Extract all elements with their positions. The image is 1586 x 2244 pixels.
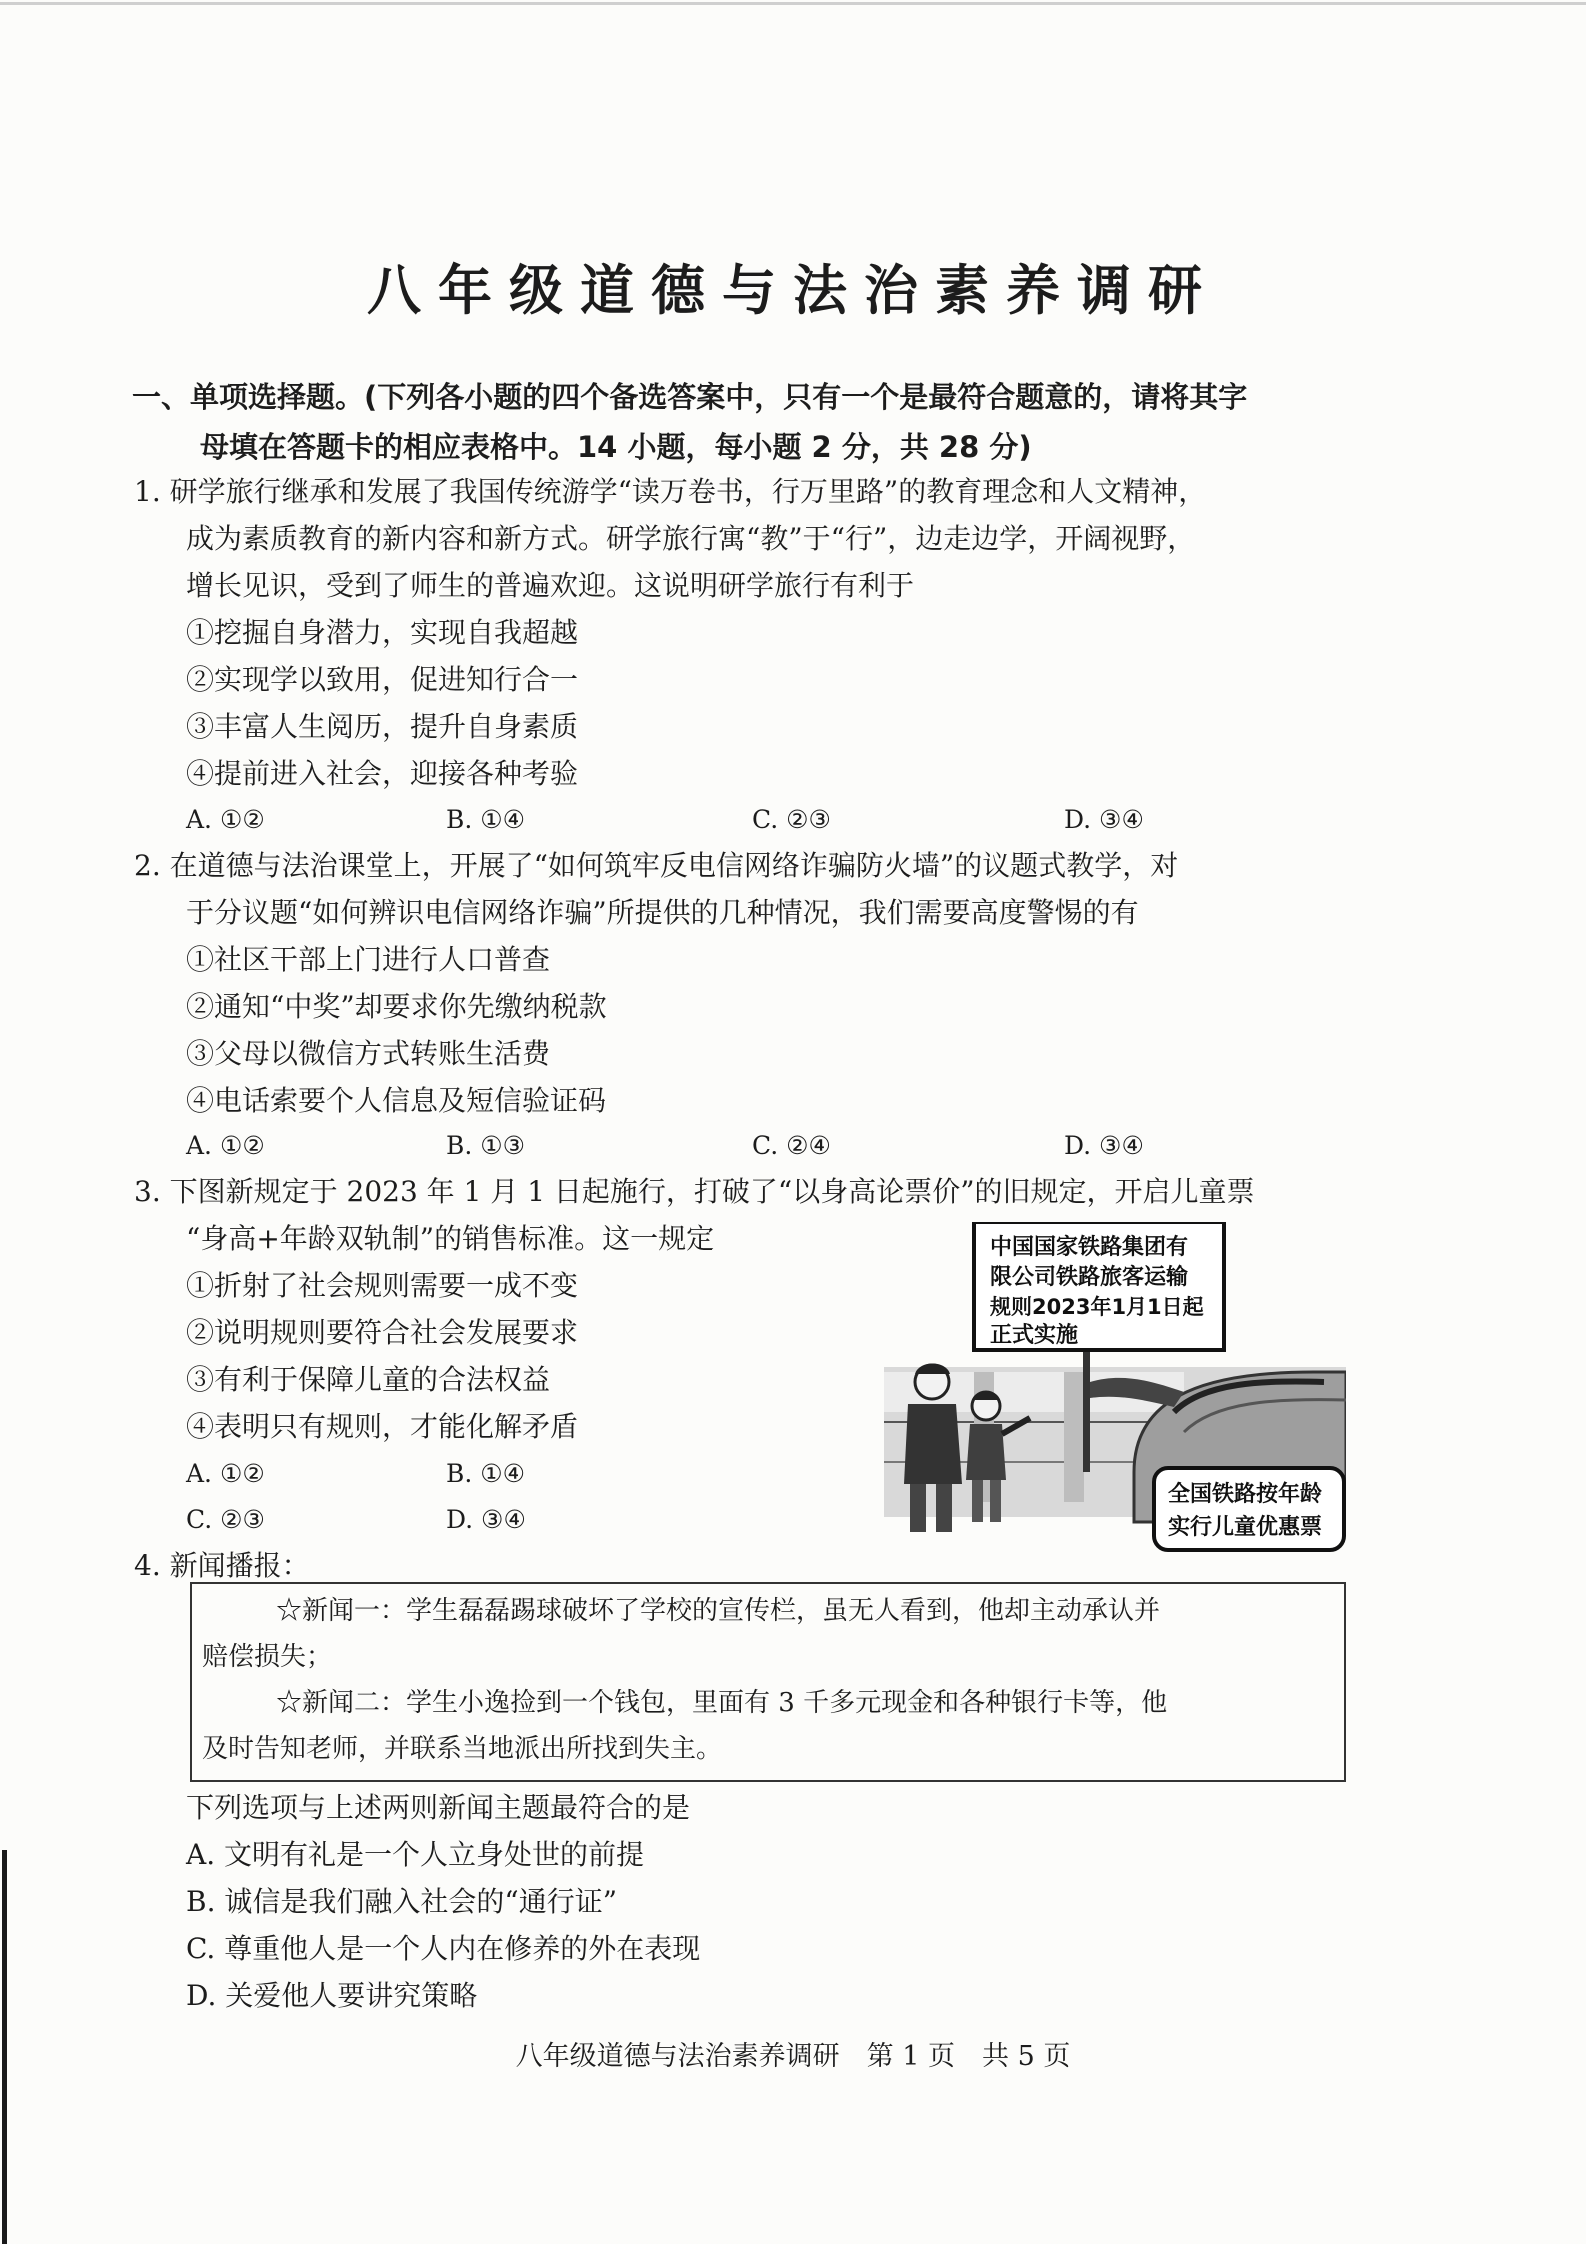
scan-top-edge [0,2,1586,5]
q2-option-d: D. ③④ [1064,1131,1144,1160]
q3-option-b: B. ①④ [446,1459,526,1488]
railway-cartoon-illustration [884,1222,1346,1552]
page-title: 八年级道德与法治素养调研 [367,259,1219,322]
bubble-text-line2: 实行儿童优惠票 [1168,1515,1323,1540]
sign-text-line1: 中国国家铁路集团有 [990,1235,1189,1260]
q3-option-d: D. ③④ [446,1505,526,1534]
q4-option-a: A. 文明有礼是一个人立身处世的前提 [186,1838,645,1871]
sign-text-line4: 正式实施 [990,1323,1079,1348]
q1-option-d: D. ③④ [1064,805,1144,834]
section-heading-line2: 母填在答题卡的相应表格中。14 小题，每小题 2 分，共 28 分) [200,430,1032,464]
q1-option-b: B. ①④ [446,805,526,834]
q3-option-c: C. ②③ [186,1505,265,1534]
q3-item-1: ①折射了社会规则需要一成不变 [186,1269,579,1302]
news-box [190,1582,1346,1782]
q2-stem-line1: 2. 在道德与法治课堂上，开展了“如何筑牢反电信网络诈骗防火墙”的议题式教学，对 [134,849,1179,882]
q3-stem-line2: “身高+年龄双轨制”的销售标准。这一规定 [186,1222,715,1255]
section-heading-line1: 一、单项选择题。(下列各小题的四个备选答案中，只有一个是最符合题意的，请将其字 [132,380,1248,414]
q1-item-3: ③丰富人生阅历，提升自身素质 [186,710,579,743]
q4-stem: 4. 新闻播报： [134,1549,310,1582]
bubble-text-line1: 全国铁路按年龄 [1168,1482,1323,1507]
q2-option-a: A. ①② [186,1131,265,1160]
q3-item-3: ③有利于保障儿童的合法权益 [186,1363,551,1396]
q3-stem-line1: 3. 下图新规定于 2023 年 1 月 1 日起施行，打破了“以身高论票价”的旧规定，开启儿童票 [134,1175,1255,1208]
q1-item-2: ②实现学以致用，促进知行合一 [186,663,579,696]
q4-prompt: 下列选项与上述两则新闻主题最符合的是 [186,1791,691,1824]
q1-option-a: A. ①② [186,805,265,834]
q2-item-4: ④电话索要个人信息及短信验证码 [186,1084,607,1117]
q4-option-c: C. 尊重他人是一个人内在修养的外在表现 [186,1932,701,1965]
news-1-line1: ☆新闻一：学生磊磊踢球破坏了学校的宣传栏，虽无人看到，他却主动承认并 [276,1596,1161,1626]
news-2-line1: ☆新闻二：学生小逸捡到一个钱包，里面有 3 千多元现金和各种银行卡等，他 [276,1688,1168,1718]
news-1-line2: 赔偿损失； [202,1642,333,1672]
sign-text-line2: 限公司铁路旅客运输 [990,1265,1189,1290]
page-footer: 八年级道德与法治素养调研 第 1 页 共 5 页 [515,2041,1071,2072]
q4-option-d: D. 关爱他人要讲究策略 [186,1979,478,2012]
q2-item-2: ②通知“中奖”却要求你先缴纳税款 [186,990,607,1023]
q2-stem-line2: 于分议题“如何辨识电信网络诈骗”所提供的几种情况，我们需要高度警惕的有 [186,896,1139,929]
q1-stem-line3: 增长见识，受到了师生的普遍欢迎。这说明研学旅行有利于 [186,569,915,602]
q2-option-c: C. ②④ [752,1131,831,1160]
q1-option-c: C. ②③ [752,805,831,834]
news-2-line2: 及时告知老师，并联系当地派出所找到失主。 [202,1734,723,1764]
q3-option-a: A. ①② [186,1459,265,1488]
sign-text-line3: 规则2023年1月1日起 [990,1295,1204,1319]
q1-item-1: ①挖掘自身潜力，实现自我超越 [186,616,579,649]
sign-pole [1083,1342,1090,1472]
q3-item-2: ②说明规则要符合社会发展要求 [186,1316,579,1349]
q2-item-3: ③父母以微信方式转账生活费 [186,1037,551,1070]
q2-item-1: ①社区干部上门进行人口普查 [186,943,551,976]
q1-stem-line2: 成为素质教育的新内容和新方式。研学旅行寓“教”于“行”，边走边学，开阔视野， [186,522,1196,555]
q2-option-b: B. ①③ [446,1131,526,1160]
section-heading [132,372,1352,472]
q1-stem-line1: 1. 研学旅行继承和发展了我国传统游学“读万卷书，行万里路”的教育理念和人文精神， [134,475,1207,508]
q4-option-b: B. 诚信是我们融入社会的“通行证” [186,1885,618,1918]
q3-item-4: ④表明只有规则，才能化解矛盾 [186,1410,579,1443]
q1-item-4: ④提前进入社会，迎接各种考验 [186,757,579,790]
